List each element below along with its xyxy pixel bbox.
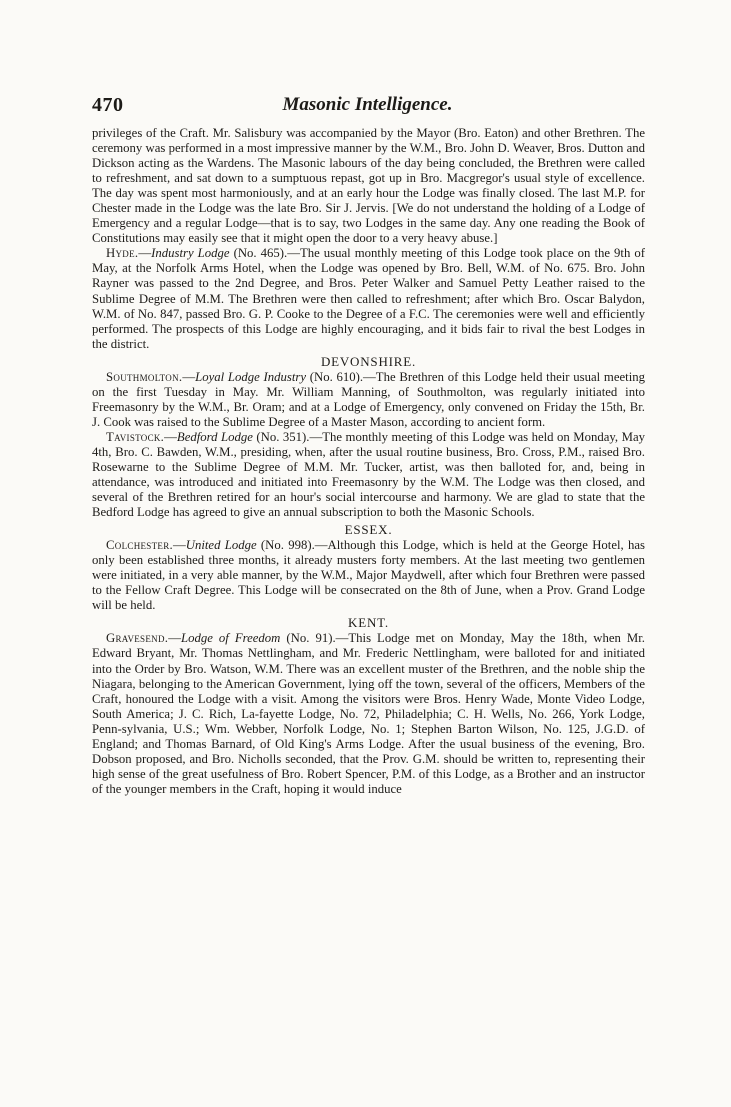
place-name: Tavistock. — [106, 429, 165, 444]
report-text: (No. 998).—Although this Lodge, which is held at the George Hotel, has only been established three months, it already musters forty members. At the last meeting two gentlemen were initiated, in a very able manner, by the W.M., Major Maydwell, after which four Brethren were passed to the Fellow Craft Degree. This Lodge will be consecrated on the 8th of June, when a Prov. Grand Lodge will be held. — [92, 538, 645, 613]
report-text: (No. 465).—The usual monthly meeting of this Lodge took place on the 9th of May, at the Norfolk Arms Hotel, when the Lodge was opened by Bro. Bell, W.M. of No. 675. Bro. John Rayner was passed to the 2nd Degree, and Bros. Peter Walker and Samuel Petty Leather raised to the Sublime Degree of M.M. The Brethren were then called to refreshment; after which Bro. Oscar Balydon, W.M. of No. 847, passed Bro. G. P. Cooke to the Degree of a F.C. The ceremonies were well and efficiently performed. The prospects of this Lodge are highly encouraging, and it bids fair to rival the best Lodges in the district. — [92, 246, 645, 351]
place-name: Hyde. — [106, 246, 139, 261]
continued-paragraph: privileges of the Craft. Mr. Salisbury was accompanied by the Mayor (Bro. Eaton) and other Brethren. The ceremony was performed in a most impressive manner by the W.M., Bro. John D. Weaver, Bros. Dutton and Dickson acting as the Wardens. The Masonic labours of the day being concluded, the Brethren were called to refreshment, and sat down to a sumptuous repast, got up in Bro. Macgregor's usual style of excellence. The day was spent most harmoniously, and at an early hour the Lodge was finally closed. The last M.P. for Chester made in the Lodge was the late Bro. Sir J. Jervis. [We do not understand the holding of a Lodge of Emergency and a regular Lodge—that is to say, two Lodges in the same day. Any one reading the Book of Constitutions may easily see that it might open the door to a very heavy abuse.] — [92, 126, 645, 246]
gravesend-report: Gravesend.—Lodge of Freedom (No. 91).—This Lodge met on Monday, May the 18th, when Mr. Edward Bryant, Mr. Thomas Nettlingham, and Mr. Frederic Nettlingham, were balloted for and initiated into the Order by Bro. Watson, W.M. There was an excellent muster of the Brethren, and the noble ship the Niagara, belonging to the American Government, lying off the town, several of the officers, Members of the Craft, honoured the Lodge with a visit. Among the visitors were Bros. Henry Wade, Monte Video Lodge, South America; J. C. Rich, La-fayette Lodge, No. 72, Philadelphia; C. H. Wells, No. 266, York Lodge, Penn-sylvania, U.S.; Wm. Webber, Norfolk Lodge, No. 1; Stephen Barton Wilson, No. 125, J.G.D. of England; and Thomas Barnard, of Old King's Arms Lodge. After the usual business of the evening, Bro. Dobson proposed, and Bro. Nicholls seconded, that the Prov. G.M. should be written to, representing their high sense of the great usefulness of Bro. Robert Spencer, P.M. of this Lodge, as a Brother and an instructor of the younger members in the Craft, hoping it would induce — [92, 631, 645, 796]
place-name: Southmolton. — [106, 369, 183, 384]
lodge-name: Loyal Lodge Industry — [195, 369, 307, 384]
place-name: Gravesend. — [106, 631, 169, 646]
lodge-name: Industry Lodge — [151, 246, 230, 261]
lodge-name: United Lodge — [185, 538, 257, 553]
page-header — [92, 94, 643, 118]
lodge-name: Bedford Lodge — [176, 429, 253, 444]
lodge-name: Lodge of Freedom — [181, 631, 281, 646]
colchester-report: Colchester.—United Lodge (No. 998).—Although this Lodge, which is held at the George Hotel, has only been established three months, it already musters forty members. At the last meeting two gentlemen were initiated, in a very able manner, by the W.M., Major Maydwell, after which four Brethren were passed to the Fellow Craft Degree. This Lodge will be consecrated on the 8th of June, when a Prov. Grand Lodge will be held. — [92, 538, 645, 613]
report-text: (No. 351).—The monthly meeting of this Lodge was held on Monday, May 4th, Bro. C. Bawden, W.M., presiding, when, after the usual routine business, Bro. Cross, P.M., raised Bro. Rosewarne to the Sublime Degree of M.M. Mr. Tucker, artist, was then balloted for, and, being in attendance, was introduced and initiated into Freemasonry by the W.M. The Lodge was then closed, and several of the Brethren retired for an hour's social intercourse and harmony. We are glad to state that the Bedford Lodge has agreed to give an annual subscription to both the Masonic Schools. — [92, 429, 645, 520]
place-name: Colchester. — [106, 538, 173, 553]
southmolton-report: Southmolton.—Loyal Lodge Industry (No. 610).—The Brethren of this Lodge held their usual meeting on the first Tuesday in May. Mr. William Manning, of Southmolton, was regularly initiated into Freemasonry by the W.M., Br. Oram; and at a Lodge of Emergency, only convened on Friday the 15th, Br. J. Cook was raised to the Sublime Degree of a Master Mason, according to ancient form. — [92, 369, 645, 429]
tavistock-report: Tavistock.—Bedford Lodge (No. 351).—The monthly meeting of this Lodge was held on Monday, May 4th, Bro. C. Bawden, W.M., presiding, when, after the usual routine business, Bro. Cross, P.M., raised Bro. Rosewarne to the Sublime Degree of M.M. Mr. Tucker, artist, was then balloted for, and, being in attendance, was introduced and initiated into Freemasonry by the W.M. The Lodge was then closed, and several of the Brethren retired for an hour's social intercourse and harmony. We are glad to state that the Bedford Lodge has agreed to give an annual subscription to both the Masonic Schools. — [92, 429, 645, 520]
section-heading-kent: KENT. — [348, 615, 389, 631]
report-text: (No. 91).—This Lodge met on Monday, May the 18th, when Mr. Edward Bryant, Mr. Thomas Nettlingham, and Mr. Frederic Nettlingham, were balloted for and initiated into the Order by Bro. Watson, W.M. There was an excellent muster of the Brethren, and the noble ship the Niagara, belonging to the American Government, lying off the town, several of the officers, Members of the Craft, honoured the Lodge with a visit. Among the visitors were Bros. Henry Wade, Monte Video Lodge, South America; J. C. Rich, La-fayette Lodge, No. 72, Philadelphia; C. H. Wells, No. 266, York Lodge, Penn-sylvania, U.S.; Wm. Webber, Norfolk Lodge, No. 1; Stephen Barton Wilson, No. 125, J.G.D. of England; and Thomas Barnard, of Old King's Arms Lodge. After the usual business of the evening, Bro. Dobson proposed, and Bro. Nicholls seconded, that the Prov. G.M. should be written to, representing their high sense of the great usefulness of Bro. Robert Spencer, P.M. of this Lodge, as a Brother and an instructor of the younger members in the Craft, hoping it would induce — [92, 631, 645, 796]
section-heading-essex: ESSEX. — [344, 522, 393, 538]
page-number: 470 — [92, 94, 124, 116]
article-body — [92, 126, 645, 797]
section-heading-devonshire: DEVONSHIRE. — [320, 353, 417, 369]
report-text: (No. 610).—The Brethren of this Lodge held their usual meeting on the first Tuesday in May. Mr. William Manning, of Southmolton, was regularly initiated into Freemasonry by the W.M., Br. Oram; and at a Lodge of Emergency, only convened on Friday the 15th, Br. J. Cook was raised to the Sublime Degree of a Master Mason, according to ancient form. — [92, 369, 645, 429]
running-title: Masonic Intelligence. — [282, 94, 453, 115]
hyde-report: Hyde.—Industry Lodge (No. 465).—The usual monthly meeting of this Lodge took place on the 9th of May, at the Norfolk Arms Hotel, when the Lodge was opened by Bro. Bell, W.M. of No. 675. Bro. John Rayner was passed to the 2nd Degree, and Bros. Peter Walker and Samuel Petty Leather raised to the Sublime Degree of M.M. The Brethren were then called to refreshment; after which Bro. Oscar Balydon, W.M. of No. 847, passed Bro. G. P. Cooke to the Degree of a F.C. The ceremonies were well and efficiently performed. The prospects of this Lodge are highly encouraging, and it bids fair to rival the best Lodges in the district. — [92, 246, 645, 351]
